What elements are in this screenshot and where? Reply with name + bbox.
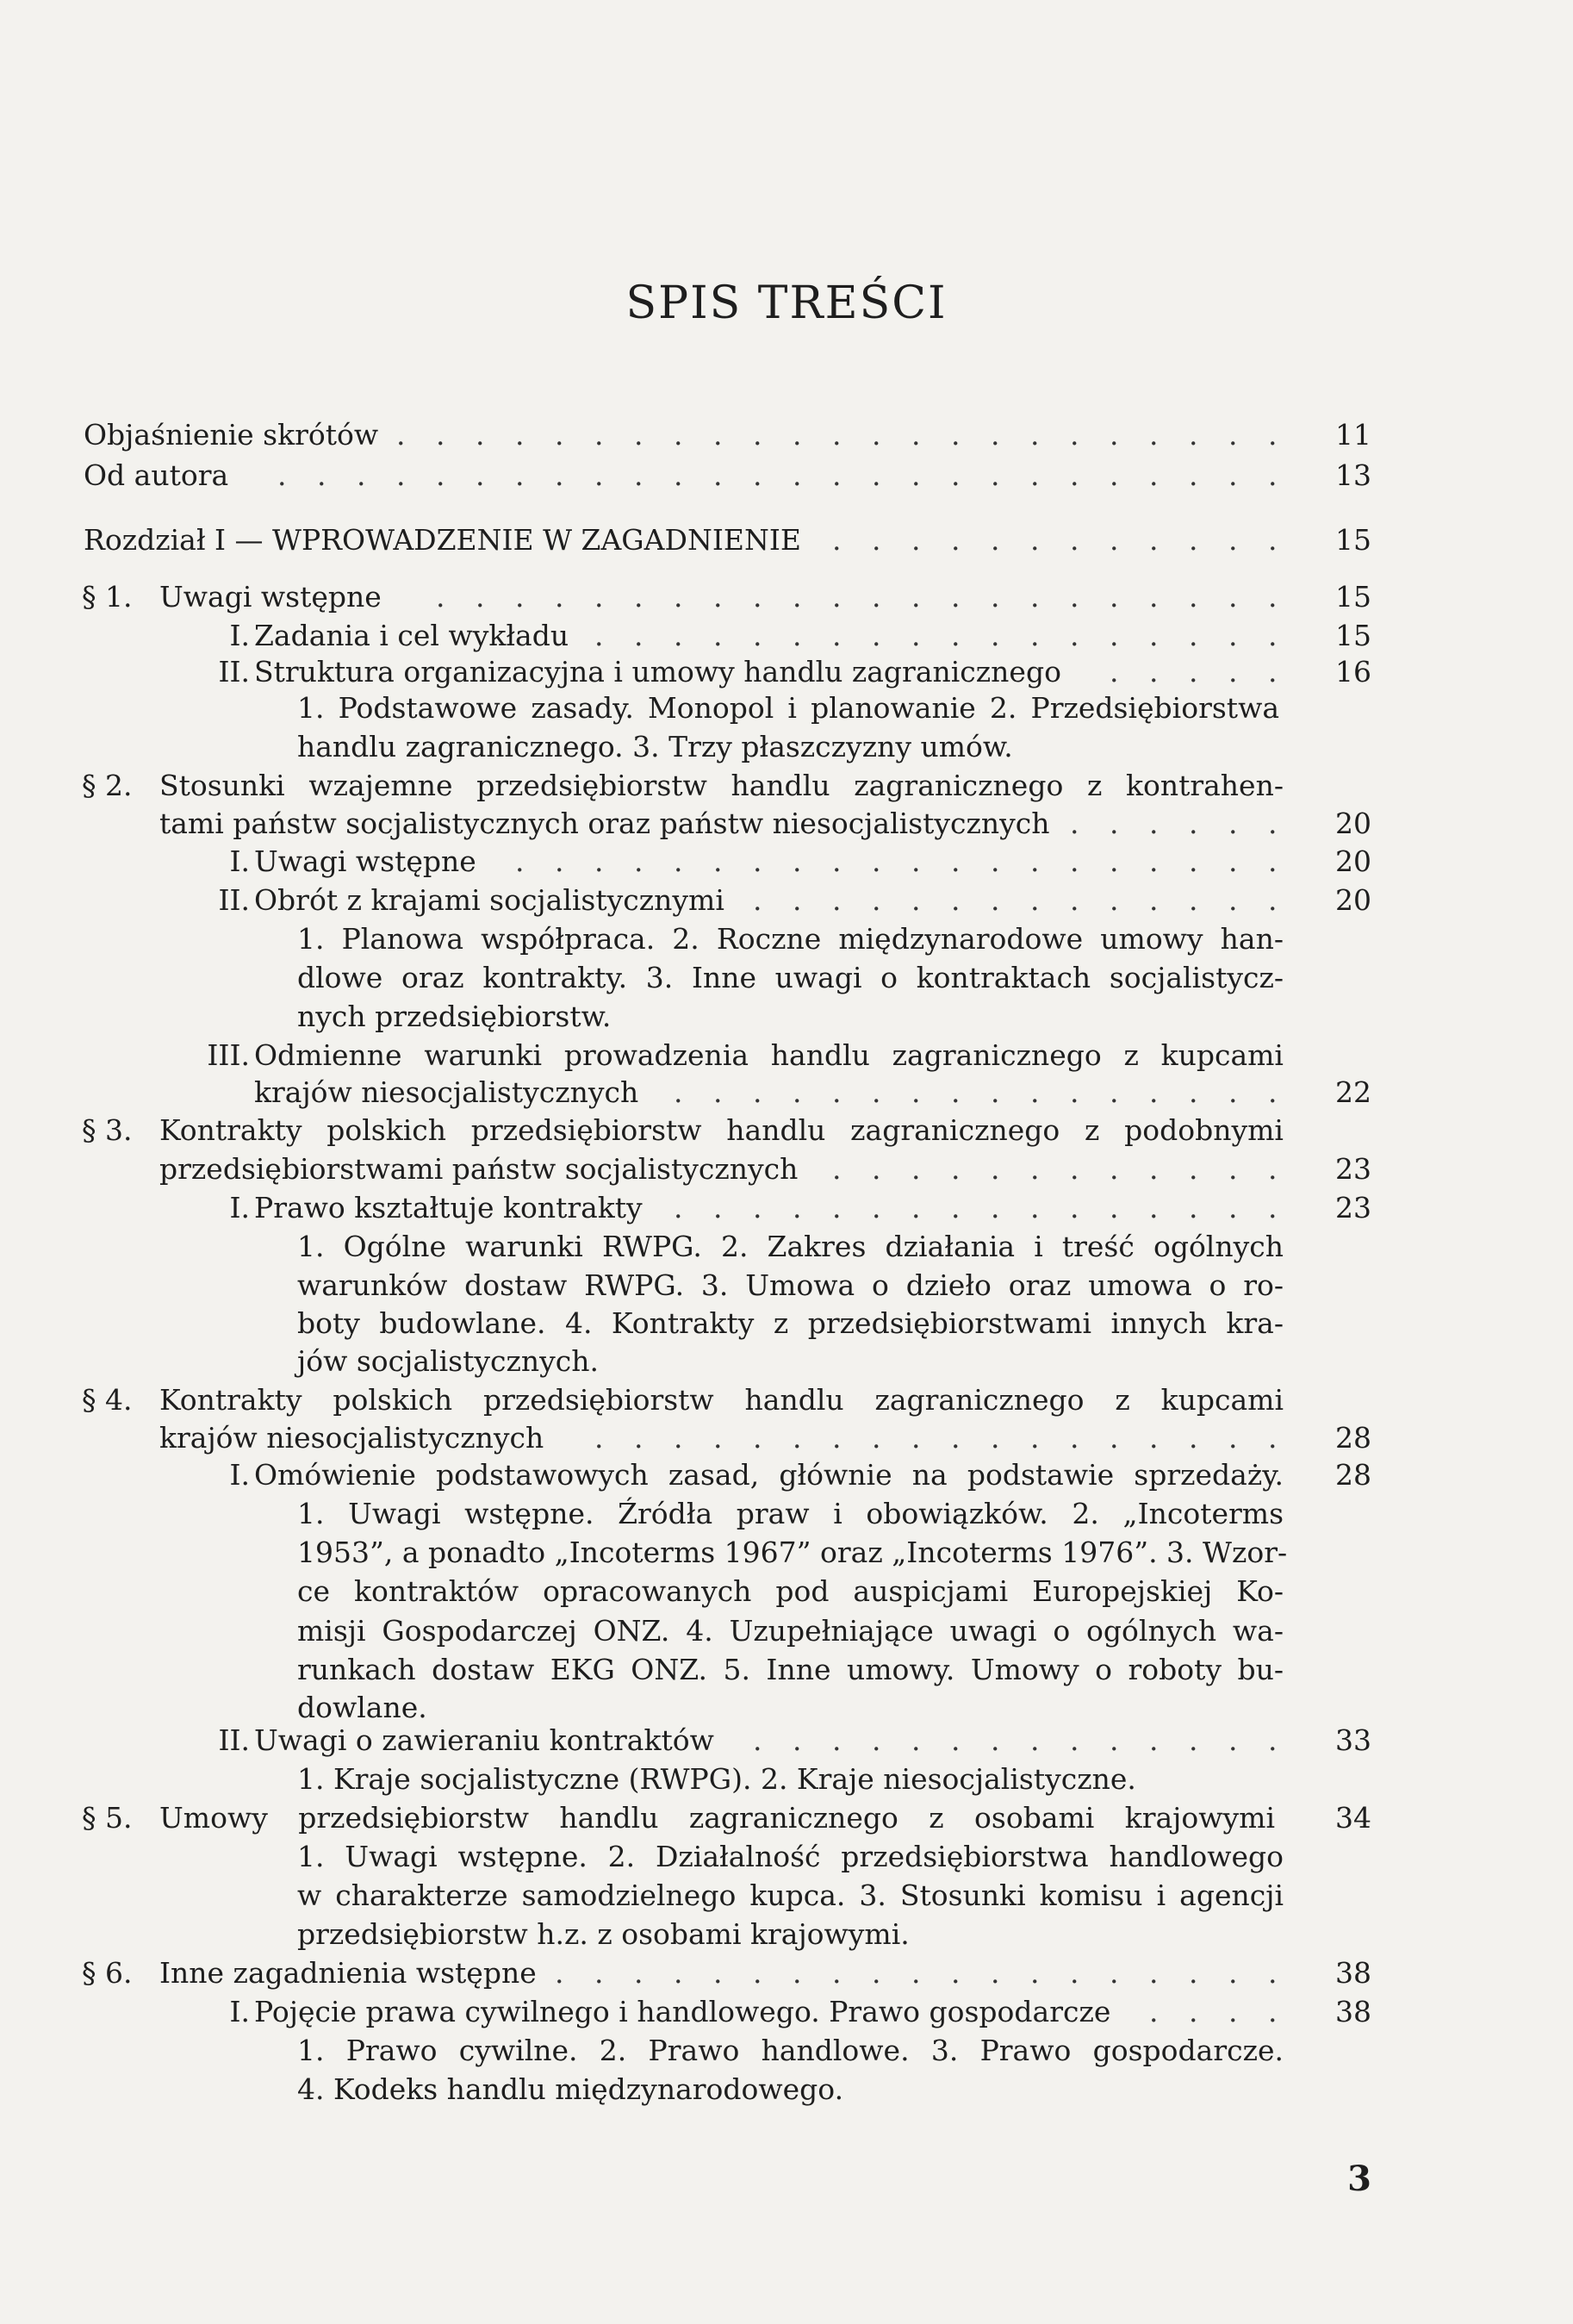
entry-text: Uwagi o zawieraniu kontraktów	[254, 1723, 714, 1757]
entry-text: runkach dostaw EKG ONZ. 5. Inne umowy. Umowy o roboty bu-	[297, 1653, 1284, 1686]
toc-entry	[0, 2032, 1573, 2070]
page-ref: 38	[1335, 1956, 1371, 1990]
page-ref: 20	[1335, 844, 1371, 878]
entry-text: przedsiębiorstwami państw socjalistycznych	[159, 1152, 799, 1186]
page-ref: 34	[1335, 1801, 1371, 1835]
entry-text: warunków dostaw RWPG. 3. Umowa o dzieło oraz umowa o ro-	[297, 1268, 1284, 1302]
toc-entry	[0, 1573, 1573, 1611]
toc-entry	[0, 1381, 1573, 1419]
entry-text: Zadania i cel wykładu	[254, 619, 569, 652]
toc-entry: § 1. Uwagi wstępne . . . . . . . . . . . . . . . . . . . . . . 15	[0, 578, 1573, 616]
entry-text: boty budowlane. 4. Kontrakty z przedsiębiorstwami innych kra-	[297, 1306, 1284, 1340]
page-ref: 33	[1335, 1723, 1371, 1757]
section-number: § 3.	[82, 1113, 133, 1147]
entry-text: 1953”, a ponadto „Incoterms 1967” oraz „Incoterms 1976”. 3. Wzor-	[297, 1536, 1288, 1569]
page-ref: 28	[1335, 1458, 1371, 1492]
toc-entry: I. Uwagi wstępne . . . . . . . . . . . . . . . . . . . . 20	[0, 843, 1573, 881]
toc-entry	[0, 1267, 1573, 1305]
toc-entry: krajów niesocjalistycznych . . . . . . . . . . . . . . . . 22	[0, 1074, 1573, 1112]
page-ref: 38	[1335, 1995, 1371, 2028]
entry-text: Struktura organizacyjna i umowy handlu zagranicznego	[254, 655, 1061, 688]
entry-text: 1. Uwagi wstępne. 2. Działalność przedsiębiorstwa handlowego	[297, 1840, 1284, 1873]
entry-text: Inne zagadnienia wstępne	[159, 1956, 537, 1990]
entry-text: 1. Uwagi wstępne. Źródła praw i obowiązków. 2. „Incoterms	[297, 1497, 1284, 1530]
toc-entry	[0, 1112, 1573, 1150]
toc-entry: przedsiębiorstwami państw socjalistycznych . . . . . . . . . . . . 23	[0, 1150, 1573, 1188]
entry-text: nych przedsiębiorstw.	[297, 1000, 612, 1033]
page-ref: 16	[1335, 655, 1371, 688]
roman-numeral: II.	[218, 1723, 250, 1757]
entry-text: Odmienne warunki prowadzenia handlu zagranicznego z kupcami	[254, 1038, 1284, 1072]
page-ref: 20	[1335, 807, 1371, 840]
entry-text: 1. Planowa współpraca. 2. Roczne międzynarodowe umowy han-	[297, 922, 1284, 956]
page-ref: 22	[1335, 1075, 1371, 1109]
entry-text: ce kontraktów opracowanych pod auspicjami Europejskiej Ko-	[297, 1574, 1284, 1608]
roman-numeral: I.	[229, 1995, 250, 2028]
toc-entry	[0, 767, 1573, 805]
entry-text: Prawo kształtuje kontrakty	[254, 1191, 643, 1224]
toc-entry: Rozdział I — WPROWADZENIE W ZAGADNIENIE . . . . . . . . . . . . 15	[0, 521, 1573, 559]
page-title: SPIS TREŚCI	[625, 277, 948, 329]
toc-entry: I. Prawo kształtuje kontrakty . . . . . . . . . . . . . . . . 23	[0, 1189, 1573, 1227]
toc-entry: I. Pojęcie prawa cywilnego i handlowego. Prawo gospodarcze . . . . 38	[0, 1993, 1573, 2031]
toc-entry	[0, 1612, 1573, 1650]
toc-entry	[0, 1495, 1573, 1533]
roman-numeral: I.	[229, 844, 250, 878]
entry-text: Obrót z krajami socjalistycznymi	[254, 883, 724, 917]
entry-text: Umowy przedsiębiorstw handlu zagranicznego z osobami krajowymi	[159, 1801, 1275, 1835]
page-ref: 23	[1335, 1191, 1371, 1224]
toc-entry	[0, 1877, 1573, 1915]
toc-entry: krajów niesocjalistycznych . . . . . . . . . . . . . . . . . . 28	[0, 1419, 1573, 1457]
toc-entry	[0, 1037, 1573, 1075]
toc-entry: Objaśnienie skrótów . . . . . . . . . . . . . . . . . . . . . . . 11	[0, 416, 1573, 454]
entry-text: 1. Prawo cywilne. 2. Prawo handlowe. 3. Prawo gospodarcze.	[297, 2034, 1284, 2067]
entry-text: krajów niesocjalistycznych	[254, 1075, 639, 1109]
page-ref: 15	[1335, 580, 1371, 614]
entry-text: Uwagi wstępne	[254, 844, 476, 878]
toc-entry: II. Uwagi o zawieraniu kontraktów . . . . . . . . . . . . . . 33	[0, 1722, 1573, 1760]
entry-text: dlowe oraz kontrakty. 3. Inne uwagi o kontraktach socjalistycz-	[297, 961, 1284, 994]
toc-entry	[0, 959, 1573, 997]
section-number: § 4.	[82, 1383, 133, 1417]
toc-entry	[0, 1305, 1573, 1343]
entry-text: Pojęcie prawa cywilnego i handlowego. Prawo gospodarcze	[254, 1995, 1111, 2028]
toc-entry	[0, 1228, 1573, 1266]
toc-entry: tami państw socjalistycznych oraz państw niesocjalistycznych . . . . . . 20	[0, 805, 1573, 843]
toc-entry	[0, 728, 1573, 766]
section-number: § 2.	[82, 769, 133, 802]
entry-text: Rozdział I — WPROWADZENIE W ZAGADNIENIE	[84, 523, 801, 557]
roman-numeral: III.	[207, 1038, 250, 1072]
toc-entry	[0, 1799, 1573, 1837]
roman-numeral: I.	[229, 1458, 250, 1492]
entry-text: Kontrakty polskich przedsiębiorstw handlu zagranicznego z podobnymi	[159, 1113, 1284, 1147]
toc-entry: § 6. Inne zagadnienia wstępne . . . . . . . . . . . . . . . . . . . 38	[0, 1954, 1573, 1992]
entry-text: jów socjalistycznych.	[297, 1344, 599, 1378]
toc-entry	[0, 920, 1573, 958]
section-number: § 1.	[82, 580, 133, 614]
page-ref: 28	[1335, 1421, 1371, 1455]
toc-entry: I. Zadania i cel wykładu . . . . . . . . . . . . . . . . . . 15	[0, 617, 1573, 655]
roman-numeral: II.	[218, 655, 250, 688]
entry-text: krajów niesocjalistycznych	[159, 1421, 544, 1455]
toc-entry: Od autora . . . . . . . . . . . . . . . . . . . . . . . . . . 13	[0, 457, 1573, 495]
toc-entry: II. Obrót z krajami socjalistycznymi . . . . . . . . . . . . . . 20	[0, 882, 1573, 919]
entry-text: 4. Kodeks handlu międzynarodowego.	[297, 2072, 844, 2106]
toc-entry	[0, 1343, 1573, 1380]
entry-text: 1. Kraje socjalistyczne (RWPG). 2. Kraje niesocjalistyczne.	[297, 1762, 1136, 1796]
page-ref: 23	[1335, 1152, 1371, 1186]
entry-text: Uwagi wstępne	[159, 580, 382, 614]
entry-text: 1. Podstawowe zasady. Monopol i planowanie 2. Przedsiębiorstwa	[297, 691, 1279, 725]
section-number: § 5.	[82, 1801, 133, 1835]
toc-entry	[0, 998, 1573, 1036]
page-ref: 15	[1335, 523, 1371, 557]
page-number: 3	[1347, 2159, 1371, 2199]
entry-text: handlu zagranicznego. 3. Trzy płaszczyzny umów.	[297, 730, 1013, 763]
toc-entry	[0, 1916, 1573, 1953]
roman-numeral: I.	[229, 1191, 250, 1224]
page-ref: 13	[1335, 458, 1371, 492]
entry-text: tami państw socjalistycznych oraz państw niesocjalistycznych	[159, 807, 1050, 840]
entry-text: misji Gospodarczej ONZ. 4. Uzupełniające uwagi o ogólnych wa-	[297, 1614, 1284, 1648]
toc-entry	[0, 689, 1573, 727]
roman-numeral: I.	[229, 619, 250, 652]
toc-entry	[0, 1534, 1573, 1572]
entry-text: dowlane.	[297, 1691, 427, 1724]
entry-text: przedsiębiorstw h.z. z osobami krajowymi.	[297, 1917, 910, 1951]
roman-numeral: II.	[218, 883, 250, 917]
page-ref: 15	[1335, 619, 1371, 652]
entry-text: 1. Ogólne warunki RWPG. 2. Zakres działania i treść ogólnych	[297, 1230, 1284, 1263]
entry-text: Objaśnienie skrótów	[84, 418, 379, 452]
toc-entry	[0, 2071, 1573, 2109]
toc-entry	[0, 1651, 1573, 1689]
page-ref: 11	[1335, 418, 1371, 452]
section-number: § 6.	[82, 1956, 133, 1990]
entry-text: w charakterze samodzielnego kupca. 3. Stosunki komisu i agencji	[297, 1879, 1284, 1912]
entry-text: Stosunki wzajemne przedsiębiorstw handlu zagranicznego z kontrahen-	[159, 769, 1284, 802]
entry-text: Omówienie podstawowych zasad, głównie na podstawie sprzedaży.	[254, 1458, 1284, 1492]
page-ref: 20	[1335, 883, 1371, 917]
toc-entry	[0, 1760, 1573, 1798]
entry-text: Od autora	[84, 458, 229, 492]
toc-entry	[0, 1838, 1573, 1876]
entry-text: Kontrakty polskich przedsiębiorstw handlu zagranicznego z kupcami	[159, 1383, 1284, 1417]
toc-entry: II. Struktura organizacyjna i umowy handlu zagranicznego . . . . . 16	[0, 653, 1573, 691]
toc-entry	[0, 1456, 1573, 1494]
